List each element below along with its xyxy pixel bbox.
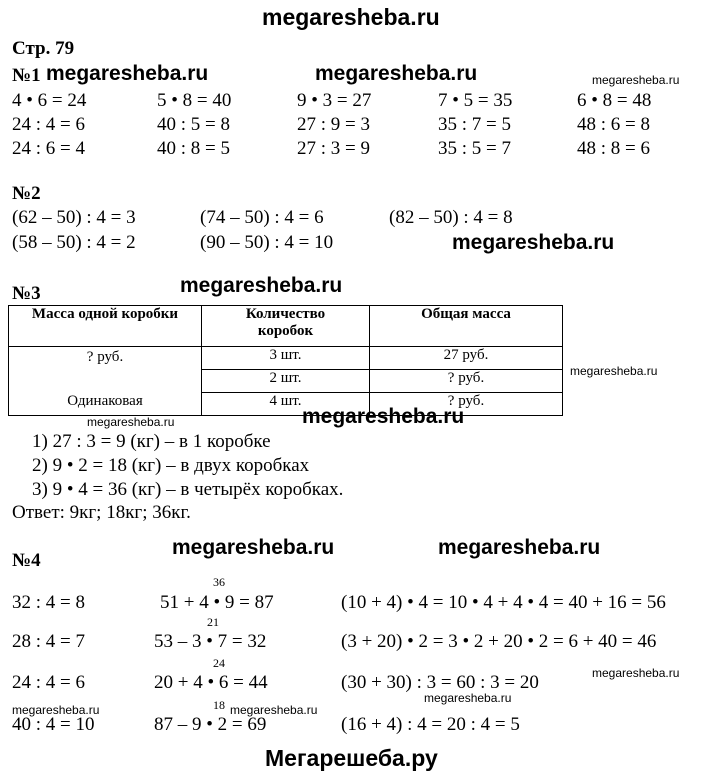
watermark: megaresheba.ru bbox=[315, 62, 478, 85]
equation: 40 : 4 = 10 bbox=[12, 714, 95, 735]
helper-note: 21 bbox=[207, 615, 219, 629]
equation: 27 : 3 = 9 bbox=[297, 138, 370, 159]
equation: (3 + 20) • 2 = 3 • 2 + 20 • 2 = 6 + 40 = 46 bbox=[341, 631, 657, 652]
watermark: megaresheba.ru bbox=[302, 405, 465, 428]
equation: 40 : 5 = 8 bbox=[157, 114, 230, 135]
watermark-small: megaresheba.ru bbox=[230, 703, 318, 717]
watermark-small: megaresheba.ru bbox=[592, 73, 680, 87]
solution-step: 2) 9 • 2 = 18 (кг) – в двух коробках bbox=[32, 455, 310, 476]
equation: (58 – 50) : 4 = 2 bbox=[12, 232, 136, 253]
table-cell-text: Одинаковая bbox=[67, 393, 143, 409]
watermark-small: megaresheba.ru bbox=[12, 703, 100, 717]
page-label: Стр. 79 bbox=[12, 38, 75, 59]
helper-note: 18 bbox=[213, 698, 225, 712]
equation: (74 – 50) : 4 = 6 bbox=[200, 207, 324, 228]
task1-number: №1 bbox=[12, 65, 41, 86]
task1-column bbox=[438, 89, 512, 161]
table-cell-merged bbox=[9, 347, 202, 416]
task2-number: №2 bbox=[12, 183, 41, 204]
watermark-small: megaresheba.ru bbox=[570, 364, 658, 378]
watermark-small: megaresheba.ru bbox=[424, 691, 512, 705]
table-cell: 27 руб. bbox=[370, 347, 563, 370]
helper-note: 24 bbox=[213, 656, 225, 670]
table-header: Масса одной коробки bbox=[9, 306, 202, 347]
table-cell: 4 шт. bbox=[202, 393, 370, 416]
equation: 53 – 3 • 7 = 32 bbox=[154, 631, 267, 652]
watermark-bottom: Мегарешеба.ру bbox=[265, 745, 438, 771]
equation: (30 + 30) : 3 = 60 : 3 = 20 bbox=[341, 672, 539, 693]
equation: 28 : 4 = 7 bbox=[12, 631, 85, 652]
data-table bbox=[8, 305, 563, 416]
solution bbox=[32, 430, 343, 502]
watermark: megaresheba.ru bbox=[172, 536, 335, 559]
watermark-top: megaresheba.ru bbox=[262, 4, 440, 30]
table-cell: 2 шт. bbox=[202, 370, 370, 393]
watermark: megaresheba.ru bbox=[180, 274, 343, 297]
watermark: megaresheba.ru bbox=[438, 536, 601, 559]
task1-column bbox=[297, 89, 371, 161]
table-cell: 3 шт. bbox=[202, 347, 370, 370]
equation: (82 – 50) : 4 = 8 bbox=[389, 207, 513, 228]
equation: 51 + 4 • 9 = 87 bbox=[160, 592, 274, 613]
equation: (10 + 4) • 4 = 10 • 4 + 4 • 4 = 40 + 16 = 56 bbox=[341, 592, 666, 613]
solution-step: 1) 27 : 3 = 9 (кг) – в 1 коробке bbox=[32, 431, 271, 452]
table-cell: ? руб. bbox=[370, 370, 563, 393]
watermark: megaresheba.ru bbox=[452, 231, 615, 254]
answer: Ответ: 9кг; 18кг; 36кг. bbox=[12, 502, 191, 523]
task1-column bbox=[577, 89, 651, 161]
watermark-small: megaresheba.ru bbox=[592, 666, 680, 680]
table-cell: ? руб. bbox=[370, 393, 563, 416]
task3-number: №3 bbox=[12, 283, 41, 304]
equation: 35 : 7 = 5 bbox=[438, 114, 511, 135]
equation: 24 : 4 = 6 bbox=[12, 114, 85, 135]
equation: 27 : 9 = 3 bbox=[297, 114, 370, 135]
watermark-small: megaresheba.ru bbox=[87, 415, 175, 429]
helper-note: 36 bbox=[213, 575, 225, 589]
equation: 35 : 5 = 7 bbox=[438, 138, 511, 159]
equation: 9 • 3 = 27 bbox=[297, 90, 372, 111]
equation: (90 – 50) : 4 = 10 bbox=[200, 232, 334, 253]
task1-column bbox=[157, 89, 231, 161]
solution-step: 3) 9 • 4 = 36 (кг) – в четырёх коробках. bbox=[32, 479, 344, 500]
equation: 87 – 9 • 2 = 69 bbox=[154, 714, 267, 735]
equation: 24 : 4 = 6 bbox=[12, 672, 85, 693]
table-header: Общая масса bbox=[370, 306, 563, 347]
equation: 7 • 5 = 35 bbox=[438, 90, 513, 111]
equation: 48 : 8 = 6 bbox=[577, 138, 650, 159]
equation: 6 • 8 = 48 bbox=[577, 90, 652, 111]
watermark: megaresheba.ru bbox=[46, 62, 209, 85]
equation: 24 : 6 = 4 bbox=[12, 138, 85, 159]
equation: 4 • 6 = 24 bbox=[12, 90, 87, 111]
task1-column bbox=[12, 89, 86, 161]
equation: 40 : 8 = 5 bbox=[157, 138, 230, 159]
equation: 48 : 6 = 8 bbox=[577, 114, 650, 135]
task4-number: №4 bbox=[12, 550, 41, 571]
equation: 5 • 8 = 40 bbox=[157, 90, 232, 111]
equation: 32 : 4 = 8 bbox=[12, 592, 85, 613]
equation: 20 + 4 • 6 = 44 bbox=[154, 672, 268, 693]
equation: (62 – 50) : 4 = 3 bbox=[12, 207, 136, 228]
equation: (16 + 4) : 4 = 20 : 4 = 5 bbox=[341, 714, 520, 735]
table-header: Количество коробок bbox=[202, 306, 370, 347]
table-cell-text: ? руб. bbox=[86, 349, 124, 365]
